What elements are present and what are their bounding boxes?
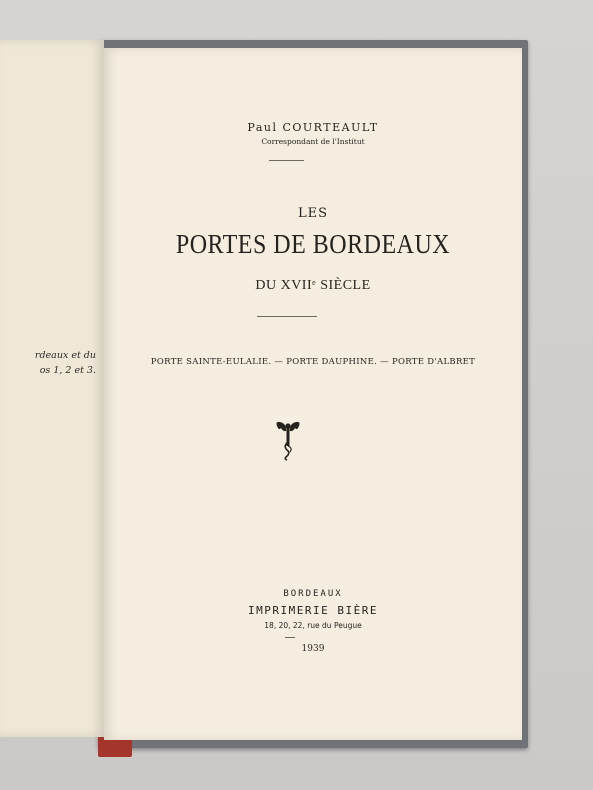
publication-year: 1939 (301, 644, 325, 654)
divider-top (269, 160, 304, 161)
gates-list: PORTE SAINTE-EULALIE. — PORTE DAUPHINE. — PORTE D'ALBRET (150, 357, 476, 367)
publisher-address: 18, 20, 22, rue du Peugue (264, 621, 362, 630)
publisher-city: BORDEAUX (283, 589, 343, 599)
publisher-name: IMPRIMERIE BIÈRE (248, 604, 378, 617)
author-name: Paul COURTEAULT (247, 121, 379, 134)
pre-title: LES (297, 206, 329, 221)
left-page (0, 40, 104, 737)
fleuron-icon (274, 420, 302, 462)
subtitle (104, 278, 522, 294)
left-page-text-line-1: rdeaux et du (34, 350, 96, 361)
subtitle-superscript: e (312, 278, 317, 287)
subtitle-prefix: DU XVII (255, 278, 313, 293)
divider-middle (257, 316, 317, 317)
divider-bottom (285, 637, 295, 638)
title-page (104, 48, 522, 740)
left-page-text-line-2: os 1, 2 et 3. (39, 365, 96, 376)
main-title: PORTES DE BORDEAUX (175, 229, 451, 260)
author-affiliation: Correspondant de l'Institut (261, 137, 365, 146)
subtitle-suffix: SIÈCLE (316, 278, 371, 293)
